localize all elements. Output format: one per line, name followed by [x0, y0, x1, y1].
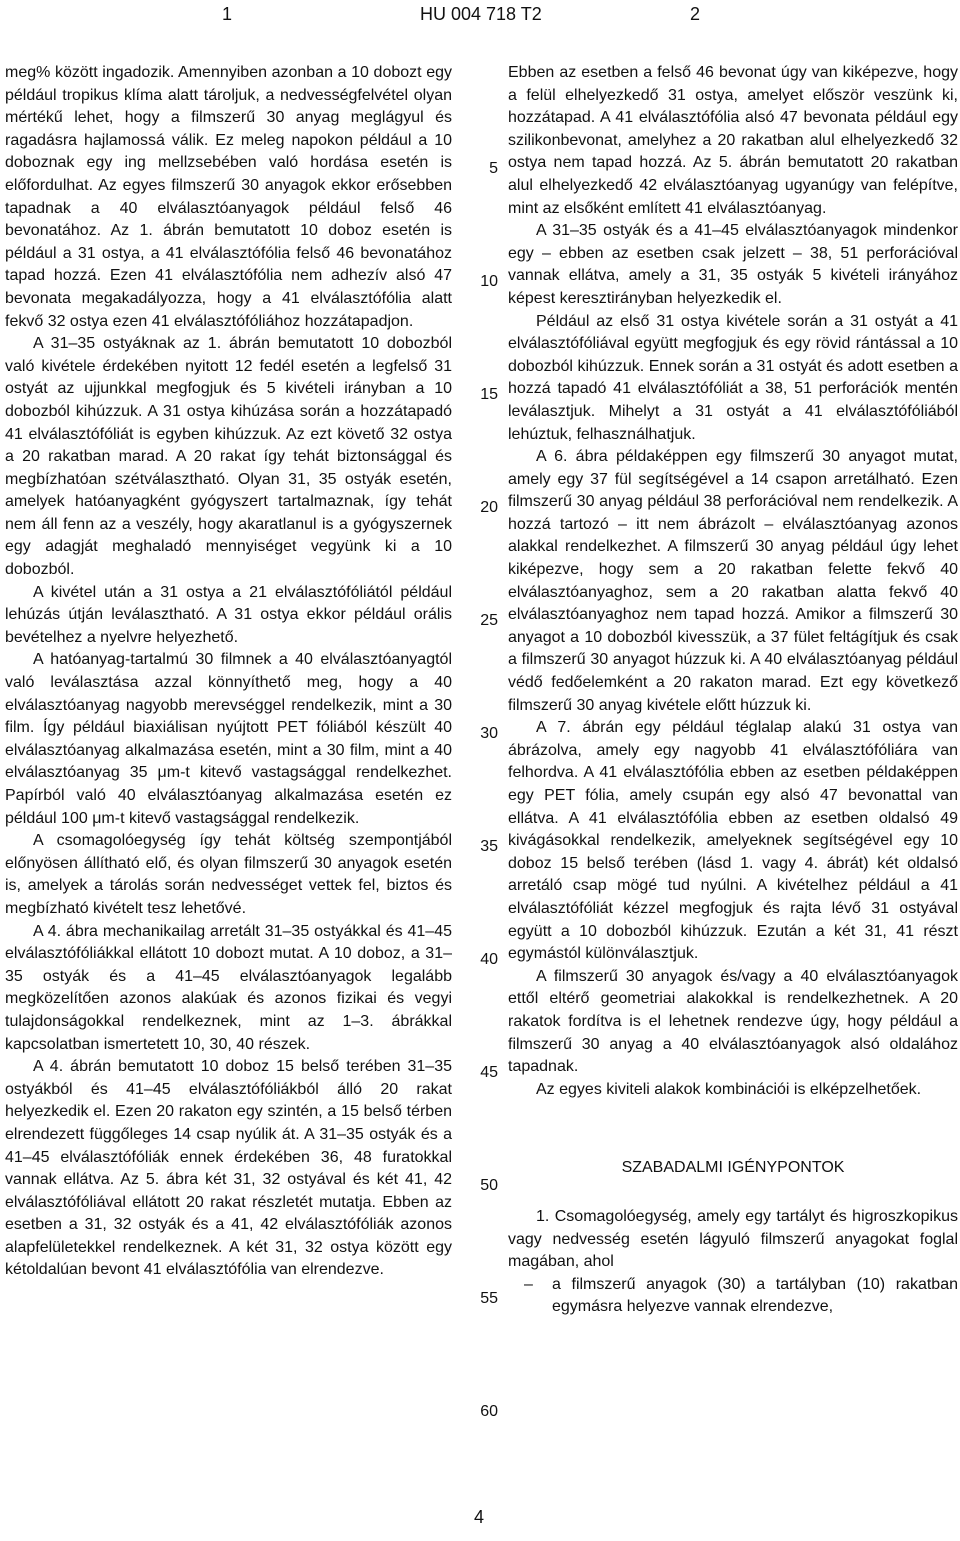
- line-number: 45: [480, 1064, 498, 1081]
- line-number: 30: [480, 725, 498, 742]
- claim-1-intro: 1. Csomagolóegység, amely egy tartályt és higroszkopikus vagy nedvesség esetén lágyuló filmszerű anyagokat foglal magában, ahol: [508, 1207, 958, 1271]
- paragraph: A csomagolóegység így tehát költség szempontjából előnyösen állítható elő, és olyan filmszerű 30 anyagok esetén is, amelyek a tárolás során nedvességet vettek fel, biztos és megbízható kivételt tesz lehetővé.: [5, 832, 452, 917]
- paragraph: A 6. ábra példaképpen egy filmszerű 30 anyagot mutat, amely egy 37 fül segítségével a 14 csapon arretálható. Ezen filmszerű 30 anyag például 38 perforációval nem rendelkezik. A hozzá tartozó – itt nem ábrázolt – elválasztóanyag azonos alakkal rendelkezhet. A filmszerű 30 anyag például úgy lehet kiképezve, hogy sem a 20 rakatban felette fekvő 40 elválasztóanyaghoz, sem a 20 rakatban alatta fekvő 40 elválasztóanyaghoz nem tapad hozzá. Amikor a filmszerű 30 anyagot a 10 dobozból kivesszük, a 37 fület feltágítjuk és csak a filmszerű 30 anyagot húzzuk ki. A 40 elválasztóanyag például védő fedőelemként a 20 rakaton marad. Ezt egy következő filmszerű 30 anyag kivétele előtt húzzuk ki.: [508, 448, 958, 714]
- paragraph: A 31–35 ostyáknak az 1. ábrán bemutatott 10 dobozból való kivétele érdekében nyitott 12 fedél esetén a legfelső 31 ostyát az ujjunkkal megfogjuk és 5 kivételi irányban a 10 dobozból kihúzzuk. A 31 ostya kihúzása során a hozzátapadó 41 elválasztófóliát is egyben kihúzzuk. Az ezt követő 32 ostya a 20 rakatban marad. A 20 rakat így tehát biztonsággal és megbízhatóan szétválasztható. Olyan 31, 35 ostyák esetén, amelyek hatóanyagként gyógyszert tartalmaznak, így tehát nem áll fenn az a veszély, hogy akaratlanul is a gyógyszernek egy adagját meghaladó mennyiséget vegyünk ki a 10 dobozból.: [5, 335, 452, 579]
- line-number: 20: [480, 499, 498, 516]
- page-number: 4: [474, 1507, 485, 1527]
- left-text-column: [5, 62, 452, 1282]
- right-text-column: [508, 62, 958, 1319]
- line-number: 15: [480, 386, 498, 403]
- paragraph: A 4. ábra mechanikailag arretált 31–35 ostyákkal és 41–45 elválasztófóliákkal ellátott 10 dobozt mutat. A 10 doboz, a 31–35 ostyák és a 41–45 elválasztóanyagok legalább megközelítően azonos alakúak és azonos fizikai és vegyi tulajdonságokkal rendelkeznek, mint az 1–3. ábrákkal kapcsolatban ismertetett 10, 30, 40 részek.: [5, 922, 452, 1053]
- line-number: 60: [480, 1403, 498, 1420]
- claim-item-text: a filmszerű anyagok (30) a tartályban (10) rakatban egymásra helyezve vannak elrendezve,: [552, 1275, 958, 1316]
- line-number: 35: [480, 838, 498, 855]
- line-number: 40: [480, 951, 498, 968]
- line-number: 50: [480, 1177, 498, 1194]
- paragraph: Az egyes kiviteli alakok kombinációi is elképzelhetőek.: [536, 1080, 922, 1098]
- paragraph: A 4. ábrán bemutatott 10 doboz 15 belső terében 31–35 ostyákból és 41–45 elválasztófóliákból álló 20 rakat helyezkedik el. Ezen 20 rakaton egy szintén, a 15 belső térben elrendezett függőleges 14 csap nyúlik át. A 31–35 ostyák és a 41–45 elválasztófóliák ennek érdekében 36, 48 furatokkal vannak ellátva. Az 5. ábra két 31, 32 ostyával és két 41, 42 elválasztófóliával ellátott 20 rakat részletét mutatja. Ebben az esetben a 31, 32 ostyák és a 41, 42 elválasztófóliák azonos alapfelületekkel rendelkeznek. A két 31, 32 ostya között egy kétoldalúan bevont 41 elválasztófólia van elrendezve.: [5, 1058, 452, 1279]
- line-number: 10: [480, 273, 498, 290]
- paragraph: A 31–35 ostyák és a 41–45 elválasztóanyagok mindenkor egy – ebben az esetben csak jelzett – 38, 51 perforációval vannak ellátva, amely a 31, 35 ostyák 5 kivételi irányához képest keresztirányban helyezkedik el.: [508, 222, 958, 307]
- header-page-right: 2: [690, 4, 701, 24]
- paragraph: A hatóanyag-tartalmú 30 filmnek a 40 elválasztóanyagtól való leválasztása azzal könnyíthető meg, hogy a 40 elválasztóanyag nagyobb merevséggel rendelkezik, mint a 30 film. Így például biaxiálisan nyújtott PET fóliából készült 40 elválasztóanyag alkalmazása esetén, mint a 30 film, mint a 40 elválasztóanyag 35 μm-t kitevő vastagsággal rendelkezhet. Papírból való 40 elválasztóanyag alkalmazása esetén ez például 100 μm-t kitevő vastagsággal rendelkezik.: [5, 651, 452, 827]
- claims-title: SZABADALMI IGÉNYPONTOK: [621, 1159, 845, 1177]
- paragraph: meg% között ingadozik. Amennyiben azonban a 10 dobozt egy például tropikus klíma alatt tároljuk, a nedvességfelvétel olyan mértékű lehet, hogy a filmszerű 30 anyag meglágyul és ragadásra hajlamossá válik. Ez meleg napokon például a 10 doboznak egy ing mellzsebében való hordása esetén is előfordulhat. Az egyes filmszerű 30 anyagok ekkor erősebben tapadnak a 40 elválasztóanyagok például felső 46 bevonatához. Az 1. ábrán bemutatott 10 doboz esetén is például a 31 ostya, a 41 elválasztófólia felső 46 bevonatához tapad hozzá. Ezen 41 elválasztófólia nem adhezív alsó 47 bevonata megakadályozza, hogy a 41 elválasztófólia alatt fekvő 32 ostya ezen 41 elválasztófóliához hozzátapadjon.: [5, 64, 452, 330]
- line-number: 25: [480, 612, 498, 629]
- header-doc-id: HU 004 718 T2: [420, 4, 542, 24]
- claim-1-item: [508, 1274, 958, 1319]
- claim-item-dash: –: [524, 1275, 533, 1293]
- page-header: [0, 4, 960, 30]
- paragraph: A 7. ábrán egy például téglalap alakú 31 ostya van ábrázolva, amely egy nagyobb 41 elválasztófóliára van felhordva. A 41 elválasztófólia ebben az esetben példaképpen egy PET fólia, amely csupán egy alsó 47 bevonattal van ellátva. A 41 elválasztófólia ebben az esetben oldalsó 49 kivágásokkal rendelkezik, amelyeknek segítségével egy 10 doboz 15 belső terében (lásd 1. vagy 4. ábrát) két oldalsó arretáló csap mögé tud nyúlni. A kivételhez például a 41 elválasztófóliát kézzel megfogjuk és rajta lévő 31 ostyával együtt a 10 dobozból kihúzzuk. Ezután a két 31, 41 részt egymástól különválasztjuk.: [508, 719, 958, 963]
- paragraph: A filmszerű 30 anyagok és/vagy a 40 elválasztóanyagok ettől eltérő geometriai alakokkal is rendelkezhetnek. A 20 rakatok fordítva is el lehetnek rendezve úgy, hogy például a filmszerű 30 anyag a 40 elválasztóanyagok alsó oldalához tapadnak.: [508, 967, 958, 1076]
- line-number: 55: [480, 1290, 498, 1307]
- line-number: 5: [489, 160, 498, 177]
- paragraph: Ebben az esetben a felső 46 bevonat úgy van kiképezve, hogy a felül elhelyezkedő 31 ostya, amelyet először veszünk ki, hozzátapad. A 41 elválasztófólia alsó 47 bevonata például egy szilikonbevonat, amelyhez a 20 rakatban alul elhelyezkedő 32 ostya nem tapad hozzá. Az 5. ábrán bemutatott 20 rakatban alul elhelyezkedő 42 elválasztóanyag ugyanúgy van felépítve, mint az elsőként említett 41 elválasztóanyag.: [508, 64, 958, 217]
- paragraph: Például az első 31 ostya kivétele során a 31 ostyát a 41 elválasztófóliával együtt megfogjuk és egy rövid rántással a 10 dobozból kihúzzuk. Ennek során a 31 ostyát és adott esetben a hozzá tapadó 41 elválasztófóliát a 38, 51 perforációk mentén leválasztjuk. Mihelyt a 31 ostyát a 41 elválasztófóliából lehúztuk, felhasználhatjuk.: [508, 312, 958, 443]
- header-page-left: 1: [222, 4, 233, 24]
- paragraph: A kivétel után a 31 ostya a 21 elválasztófóliától például lehúzás útján leválasztható. A 31 ostya ekkor például orális bevételhez a nyelvre helyezhető.: [5, 583, 452, 646]
